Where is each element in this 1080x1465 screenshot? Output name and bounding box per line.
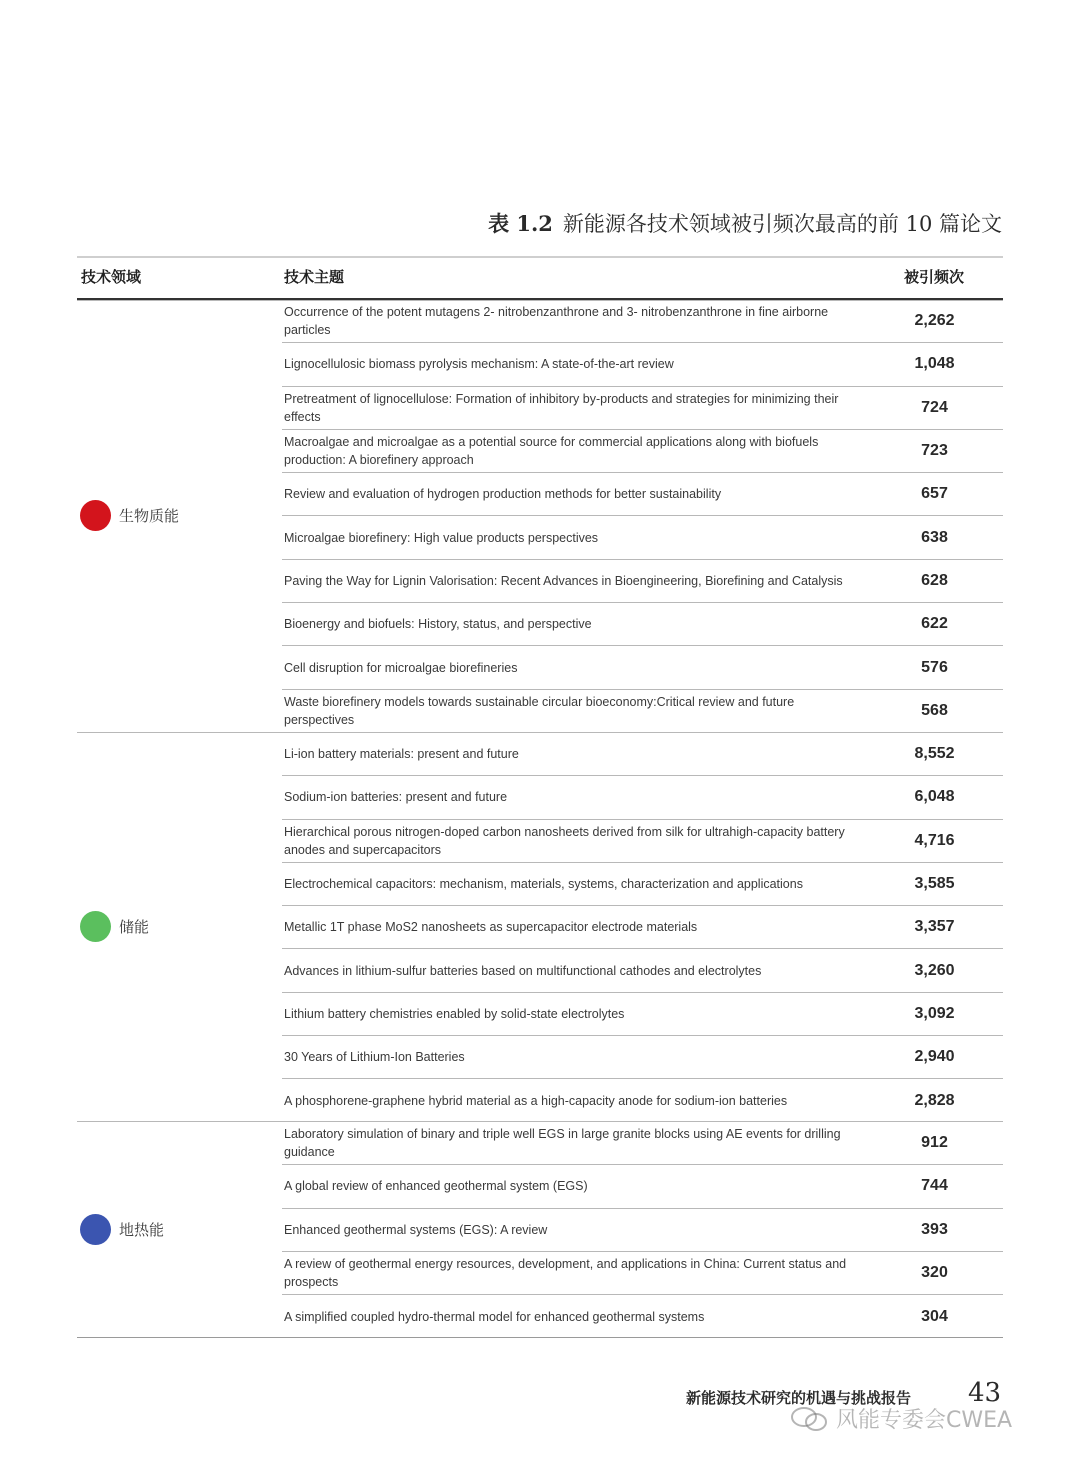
paper-title: Advances in lithium-sulfur batteries based on multifunctional cathodes and electrolytes xyxy=(284,963,762,978)
page-number: 43 xyxy=(968,1378,1002,1408)
citation-count: 3,585 xyxy=(914,875,955,893)
paper-title: Laboratory simulation of binary and triple well EGS in large granite blocks using AE events for drilling guidance xyxy=(284,1127,841,1160)
paper-title: Li-ion battery materials: present and future xyxy=(284,747,519,762)
paper-title: Paving the Way for Lignin Valorisation: Recent Advances in Bioengineering, Biorefining and Catalysis xyxy=(284,573,843,588)
citation-count: 723 xyxy=(921,442,948,460)
citation-count: 628 xyxy=(921,571,948,589)
watermark xyxy=(790,1403,1012,1434)
citation-count: 2,940 xyxy=(914,1048,955,1066)
citation-count: 2,828 xyxy=(914,1092,955,1110)
paper-title: Hierarchical porous nitrogen-doped carbon nanosheets derived from silk for ultrahigh-capacity battery anodes and supercapacitors xyxy=(284,824,845,857)
citation-count: 638 xyxy=(921,528,948,546)
paper-title: Cell disruption for microalgae biorefineries xyxy=(284,660,518,675)
table-row xyxy=(282,776,1003,819)
table-row xyxy=(282,1295,1003,1338)
header-citations: 被引频次 xyxy=(903,268,964,286)
citation-count: 724 xyxy=(921,398,948,416)
citation-count: 320 xyxy=(921,1264,948,1282)
citation-count: 912 xyxy=(921,1134,948,1152)
citation-count: 3,260 xyxy=(914,961,955,979)
table-row xyxy=(282,300,1003,343)
paper-title: Macroalgae and microalgae as a potential source for commercial applications along with biofuels production: A biorefinery approach xyxy=(284,435,819,468)
paper-title: 30 Years of Lithium-Ion Batteries xyxy=(284,1050,465,1065)
header-topic: 技术主题 xyxy=(284,268,345,286)
wechat-icon xyxy=(790,1406,830,1432)
paper-title: Waste biorefinery models towards sustainable circular bioeconomy:Critical review and future perspectives xyxy=(284,695,795,728)
table-row xyxy=(282,733,1003,776)
citation-count: 568 xyxy=(921,702,948,720)
table-number: 表 1.2 xyxy=(488,211,553,236)
paper-title: A phosphorene-graphene hybrid material as a high-capacity anode for sodium-ion batteries xyxy=(284,1094,788,1109)
table-row xyxy=(282,1079,1003,1122)
table-row xyxy=(282,1209,1003,1252)
citation-count: 1,048 xyxy=(914,355,955,373)
paper-title: A simplified coupled hydro-thermal model for enhanced geothermal systems xyxy=(284,1309,705,1324)
paper-title: Lithium battery chemistries enabled by solid-state electrolytes xyxy=(284,1006,625,1021)
group-name: 生物质能 xyxy=(119,507,180,525)
watermark-text: 风能专委会CWEA xyxy=(836,1408,1013,1433)
table-row xyxy=(282,906,1003,949)
citation-count: 304 xyxy=(921,1307,948,1325)
citation-count: 2,262 xyxy=(914,312,955,330)
citation-count: 6,048 xyxy=(914,788,955,806)
report-title: 新能源技术研究的机遇与挑战报告 xyxy=(686,1389,912,1407)
paper-title: A global review of enhanced geothermal system (EGS) xyxy=(284,1179,588,1194)
table-caption: 新能源各技术领域被引频次最高的前 10 篇论文 xyxy=(562,212,1002,236)
paper-title: Pretreatment of lignocellulose: Formation of inhibitory by-products and strategies for minimizing their effects xyxy=(284,391,839,424)
paper-title: Lignocellulosic biomass pyrolysis mechanism: A state-of-the-art review xyxy=(284,357,674,372)
citation-count: 4,716 xyxy=(914,831,955,849)
blue-dot-icon xyxy=(80,1214,111,1245)
citation-count: 622 xyxy=(921,615,948,633)
table-row xyxy=(282,863,1003,906)
table-row xyxy=(282,387,1003,430)
paper-title: A review of geothermal energy resources, development, and applications in China: Current status and prospects xyxy=(284,1257,847,1290)
group-storage xyxy=(77,733,1003,1122)
green-dot-icon xyxy=(80,911,111,942)
table-title xyxy=(488,208,1002,238)
table-row xyxy=(282,430,1003,473)
table-row xyxy=(282,1165,1003,1208)
paper-title: Review and evaluation of hydrogen production methods for better sustainability xyxy=(284,487,722,502)
header-field: 技术领域 xyxy=(81,268,142,286)
table-row xyxy=(282,1252,1003,1295)
group-geothermal xyxy=(77,1122,1003,1338)
table-row xyxy=(282,473,1003,516)
table-row xyxy=(282,1122,1003,1165)
citation-count: 393 xyxy=(921,1220,948,1238)
paper-title: Bioenergy and biofuels: History, status, and perspective xyxy=(284,617,592,632)
citation-count: 657 xyxy=(921,485,948,503)
table-row xyxy=(282,517,1003,560)
paper-title: Enhanced geothermal systems (EGS): A review xyxy=(284,1222,548,1237)
table-row xyxy=(282,950,1003,993)
paper-title: Metallic 1T phase MoS2 nanosheets as supercapacitor electrode materials xyxy=(284,920,698,935)
paper-title: Occurrence of the potent mutagens 2- nitrobenzanthrone and 3- nitrobenzanthrone in fine airborne particles xyxy=(284,305,829,338)
citation-count: 3,092 xyxy=(914,1004,955,1022)
table-row xyxy=(282,646,1003,689)
group-name: 地热能 xyxy=(119,1221,165,1239)
group-biomass xyxy=(77,300,1003,733)
table-row xyxy=(282,603,1003,646)
header-top-rule xyxy=(77,256,1003,258)
citation-count: 576 xyxy=(921,658,948,676)
citation-count: 744 xyxy=(921,1177,948,1195)
table-row xyxy=(282,690,1003,733)
paper-title: Electrochemical capacitors: mechanism, materials, systems, characterization and applications xyxy=(284,877,803,892)
group-label-biomass xyxy=(80,500,179,531)
table-bottom-rule xyxy=(77,1337,1003,1338)
group-label-geothermal xyxy=(80,1214,164,1245)
table-row xyxy=(282,343,1003,386)
group-name: 储能 xyxy=(119,918,150,936)
red-dot-icon xyxy=(80,500,111,531)
table-row xyxy=(282,1036,1003,1079)
table-row xyxy=(282,993,1003,1036)
citation-count: 3,357 xyxy=(914,918,955,936)
paper-title: Sodium-ion batteries: present and future xyxy=(284,790,508,805)
table-row xyxy=(282,560,1003,603)
citation-count: 8,552 xyxy=(914,745,955,763)
group-label-storage xyxy=(80,911,149,942)
paper-title: Microalgae biorefinery: High value products perspectives xyxy=(284,530,599,545)
table-row xyxy=(282,820,1003,863)
